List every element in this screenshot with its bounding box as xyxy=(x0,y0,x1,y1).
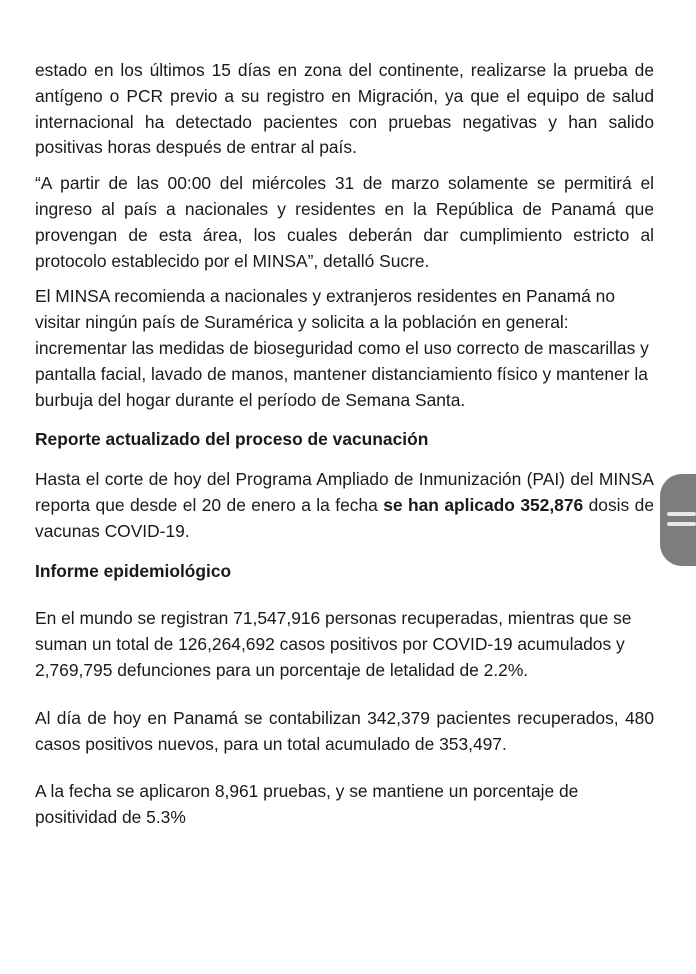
side-menu-tab[interactable] xyxy=(660,474,696,566)
paragraph-minsa-recommendation: El MINSA recomienda a nacionales y extranjeros residentes en Panamá no visitar ningún país de Suramérica y solicita a la población en general: incrementar las medidas de bioseguridad como el uso correcto de mascarillas y pantalla facial, lavado de manos, mantener distanciamiento físico y mantener la burbuja del hogar durante el período de Semana Santa. xyxy=(35,286,649,410)
vaccination-doses-applied: se han aplicado 352,876 xyxy=(383,494,584,515)
paragraph-travel-testing: estado en los últimos 15 días en zona del continente, realizarse la prueba de antígeno o PCR previo a su registro en Migración, ya que el equipo de salud internacional ha detectado pacientes con pruebas negativas y han salido positivas horas después de entrar al país. xyxy=(35,60,654,158)
paragraph-world-statistics: En el mundo se registran 71,547,916 personas recuperadas, mientras que se suman un total de 126,264,692 casos positivos por COVID-19 acumulados y 2,769,795 defunciones para un porcentaje de letalidad de 2.2%. xyxy=(35,608,632,680)
paragraph-vaccination-status xyxy=(35,467,654,544)
paragraph-tests-positivity: A la fecha se aplicaron 8,961 pruebas, y se mantiene un porcentaje de positividad de 5.3% xyxy=(35,781,579,828)
paragraph-entry-restriction-quote: “A partir de las 00:00 del miércoles 31 de marzo solamente se permitirá el ingreso al país a nacionales y residentes en la República de Panamá que provengan de esta área, los cuales deberán dar cumplimiento estricto al protocolo establecido por el MINSA”, detalló Sucre. xyxy=(35,173,654,271)
document-body xyxy=(35,58,654,831)
paragraph-panama-statistics: Al día de hoy en Panamá se contabilizan 342,379 pacientes recuperados, 480 casos positivos nuevos, para un total acumulado de 353,497. xyxy=(35,707,654,754)
heading-vaccination-report: Reporte actualizado del proceso de vacunación xyxy=(35,429,429,450)
heading-epidemiological-report: Informe epidemiológico xyxy=(35,560,232,581)
vaccination-text-before: Hasta el corte de hoy del Programa Ampliado de Inmunización (PAI) del MINSA reporta que desde el 20 de enero a la fecha xyxy=(35,469,654,515)
vaccination-text-after: dosis de vacunas COVID-19. xyxy=(35,494,654,541)
